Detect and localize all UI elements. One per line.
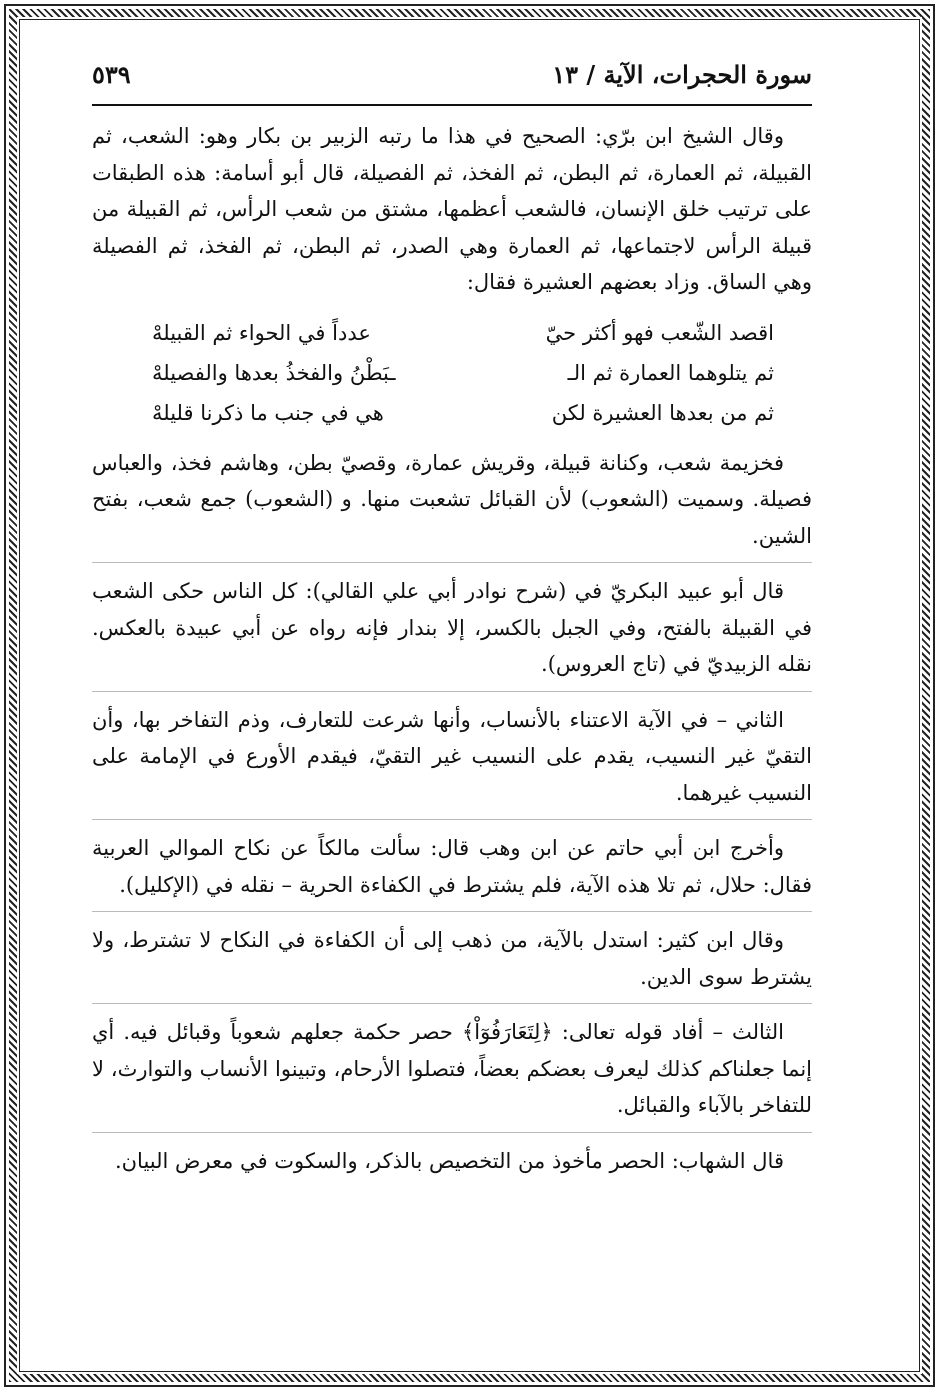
paragraph-separator [92,1003,812,1004]
verse-line [92,393,812,433]
paragraph-separator [92,819,812,820]
paragraph-ibn-barri: وقال الشيخ ابن برّي: الصحيح في هذا ما رتبه الزبير بن بكار وهو: الشعب، ثم القبيلة، ثم العمارة، ثم البطن، ثم الفخذ، ثم الفصيلة، قال أبو أسامة: هذه الطبقات على ترتيب خلق الإنسان، فالشعب أعظمها، مشتق من شعب الرأس، ثم القبيلة من قبيلة الرأس لاجتماعها، ثم العمارة وهي الصدر، ثم البطن، ثم الفخذ، ثم الفصيلة وهي الساق. وزاد بعضهم العشيرة فقال: [92,124,812,294]
verse-second-hemistich: ـبَطْنُ والفخذُ بعدها والفصيلهْ [152,360,396,385]
book-page [92,60,812,1330]
paragraph-ibn-kathir: وقال ابن كثير: استدل بالآية، من ذهب إلى أن الكفاءة في النكاح لا تشترط، ولا يشترط سوى الدين. [92,928,812,989]
verse-second-hemistich: عدداً في الحواء ثم القبيلهْ [152,320,371,345]
verse-second-hemistich: هي في جنب ما ذكرنا قليلهْ [152,400,384,425]
verse-first-hemistich: ثم يتلوهما العمارة ثم الـ [567,360,774,385]
page-number: ٥٣٩ [92,60,131,89]
paragraph-third-point: الثالث – أفاد قوله تعالى: ﴿لِتَعَارَفُوٓاْ﴾ حصر حكمة جعلهم شعوباً وقبائل فيه. أي إنما جعلناكم كذلك ليعرف بعضكم بعضاً، فتصلوا الأرحام، وتبينوا الأنساب والتوارث، لا للتفاخر بالآباء والقبائل. [92,1020,812,1117]
paragraph-bakri: قال أبو عبيد البكريّ في (شرح نوادر أبي علي القالي): كل الناس حكى الشعب في القبيلة بالفتح، وفي الجبل بالكسر، إلا بندار فإنه رواه عن أبي عبيدة بالعكس. نقله الزبيديّ في (تاج العروس). [92,579,812,676]
verse-line [92,353,812,393]
verse-line [92,313,812,353]
verse-first-hemistich: اقصد الشّعب فهو أكثر حيّ [545,320,774,345]
page-body [92,118,812,1179]
paragraph-separator [92,1132,812,1133]
paragraph-ibn-abi-hatim: وأخرج ابن أبي حاتم عن ابن وهب قال: سألت مالكاً عن نكاح الموالي العربية فقال: حلال، ثم تلا هذه الآية، فلم يشترط في الكفاءة الحرية – نقله في (الإكليل). [92,836,812,897]
paragraph-separator [92,911,812,912]
paragraph-separator [92,691,812,692]
paragraph-shihab: قال الشهاب: الحصر مأخوذ من التخصيص بالذكر، والسكوت في معرض البيان. [114,1148,784,1173]
running-header [92,60,812,106]
paragraph-separator [92,562,812,563]
verse-first-hemistich: ثم من بعدها العشيرة لكن [551,400,774,425]
paragraph-second-point: الثاني – في الآية الاعتناء بالأنساب، وأنها شرعت للتعارف، وذم التفاخر بها، وأن التقيّ غير النسيب، يقدم على النسيب غير التقيّ، فيقدم الأورع في الإمامة على النسيب غيرهما. [92,707,812,805]
paragraph-khuzayma: فخزيمة شعب، وكنانة قبيلة، وقريش عمارة، وقصيّ بطن، وهاشم فخذ، والعباس فصيلة. وسميت (الشعوب) لأن القبائل تشعبت منها. و (الشعوب) جمع شعب، بفتح الشين. [92,450,812,548]
header-title: سورة الحجرات، الآية / ١٣ [552,60,812,89]
poem [92,313,812,433]
